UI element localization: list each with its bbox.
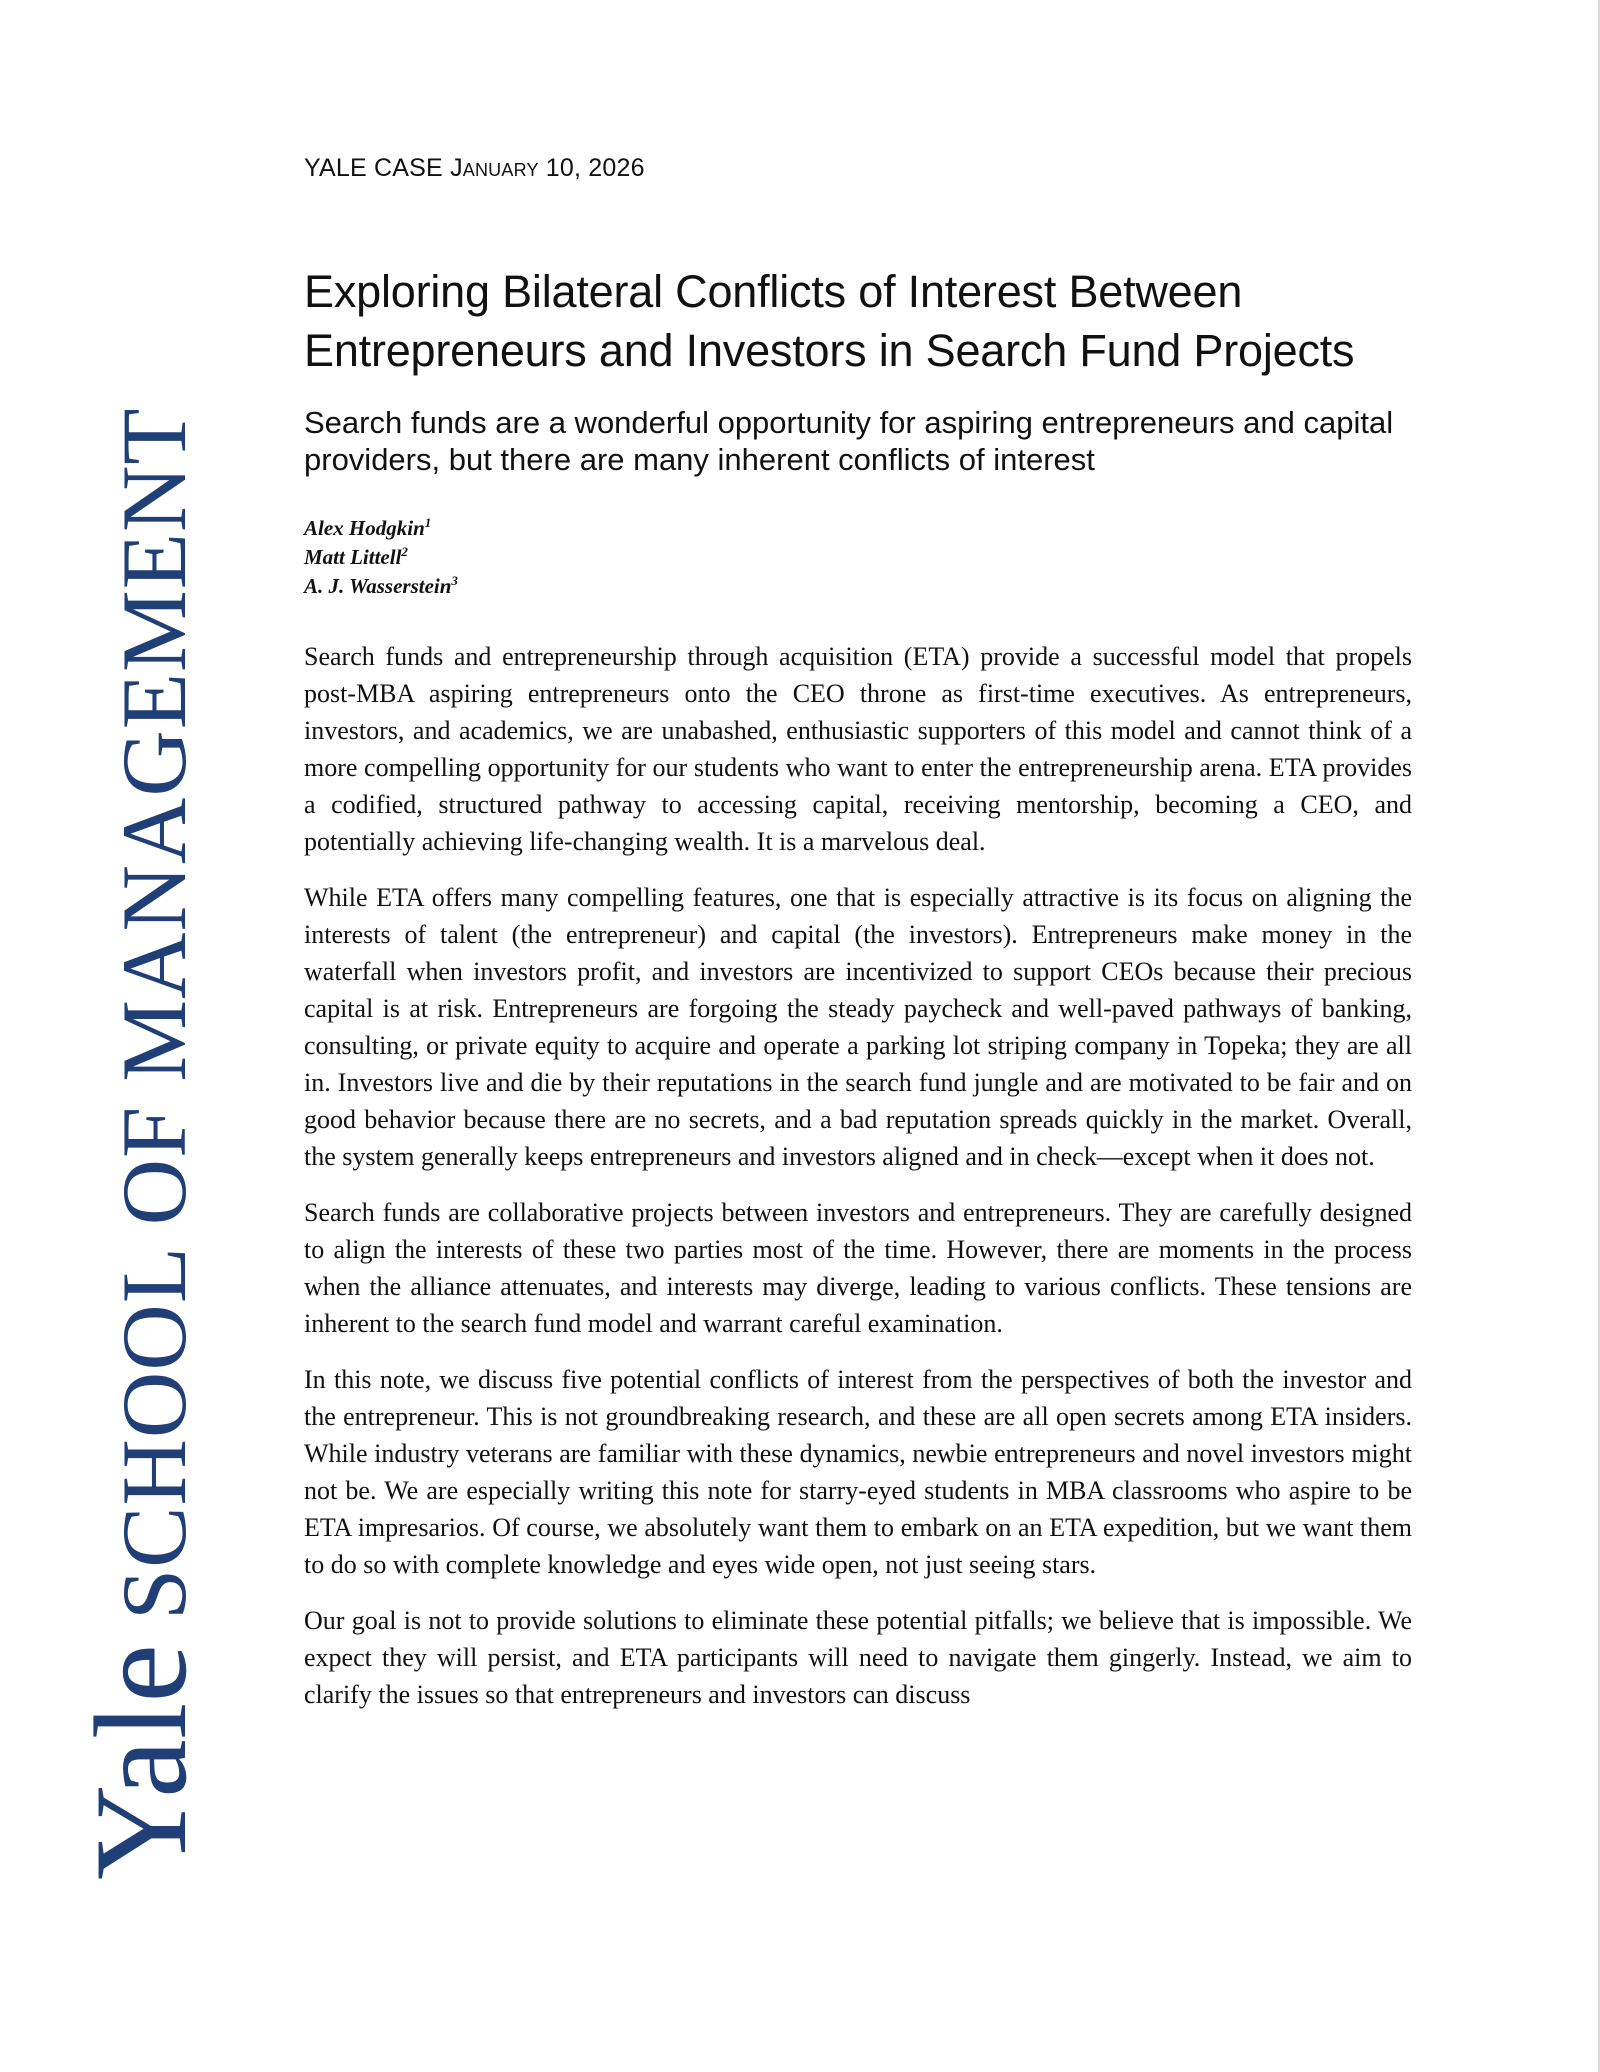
body-paragraph: Our goal is not to provide solutions to eliminate these potential pitfalls; we believe that is impossible. We expect they will persist, and ETA participants will need to navigate them gingerly. Instead, we aim to clarify the issues so that entrepreneurs and investors can discuss [304,1606,1412,1709]
author [304,514,458,543]
body-text [304,638,1412,1732]
author [304,543,458,572]
body-paragraph: In this note, we discuss five potential conflicts of interest from the perspectives of both the investor and the entrepreneur. This is not groundbreaking research, and these are all open secrets among ETA insiders. While industry veterans are familiar with these dynamics, newbie entrepreneurs and novel investors might not be. We are especially writing this note for starry-eyed students in MBA classrooms who aspire to be ETA impresarios. Of course, we absolutely want them to embark on an ETA expedition, but we want them to do so with complete knowledge and eyes wide open, not just seeing stars. [304,1365,1412,1579]
author-name: Matt Littell [304,545,402,569]
yale-som-logo [67,407,214,1880]
footnote-marker[interactable]: 3 [451,573,458,588]
case-header [304,154,645,183]
logo-word-yale: Yale [67,1644,214,1880]
footnote-marker[interactable]: 1 [424,515,432,530]
footnote-marker[interactable]: 2 [401,544,408,559]
body-paragraph: Search funds are collaborative projects between investors and entrepreneurs. They are carefully designed to align the interests of these two parties most of the time. However, there are moments in the process when the alliance attenuates, and interests may diverge, leading to various conflicts. These tensions are inherent to the search fund model and warrant careful examination. [304,1198,1412,1338]
document-title: Exploring Bilateral Conflicts of Interest Between Entrepreneurs and Investors in Search Fund Projects [304,266,1355,376]
author-list [304,514,458,601]
body-paragraph: While ETA offers many compelling features, one that is especially attractive is its focus on aligning the interests of talent (the entrepreneur) and capital (the investors). Entrepreneurs make money in the waterfall when investors profit, and investors are incentivized to support CEOs because their precious capital is at risk. Entrepreneurs are forgoing the steady paycheck and well-paved pathways of banking, consulting, or private equity to acquire and operate a parking lot striping company in Topeka; they are all in. Investors live and die by their reputations in the search fund jungle and are motivated to be fair and on good behavior because there are no secrets, and a bad reputation spreads quickly in the market. Overall, the system generally keeps entrepreneurs and investors aligned and in check—except when it does not. [304,883,1412,1171]
author-name: A. J. Wasserstein [304,574,452,598]
author-name: Alex Hodgkin [304,516,425,540]
body-paragraph: Search funds and entrepreneurship through acquisition (ETA) provide a successful model that propels post-MBA aspiring entrepreneurs onto the CEO throne as first-time executives. As entrepreneurs, investors, and academics, we are unabashed, enthusiastic supporters of this model and cannot think of a more compelling opportunity for our students who want to enter the entrepreneurship arena. ETA provides a codified, structured pathway to accessing capital, receiving mentorship, becoming a CEO, and potentially achieving life-changing wealth. It is a marvelous deal. [304,642,1412,856]
case-date: January 10, 2026 [450,154,645,182]
document-subtitle: Search funds are a wonderful opportunity for aspiring entrepreneurs and capital providers, but there are many inherent conflicts of interest [304,405,1394,477]
logo-word-school: SCHOOL OF MANAGEMENT [103,407,205,1621]
case-label: YALE CASE [304,154,443,182]
author [304,572,458,601]
